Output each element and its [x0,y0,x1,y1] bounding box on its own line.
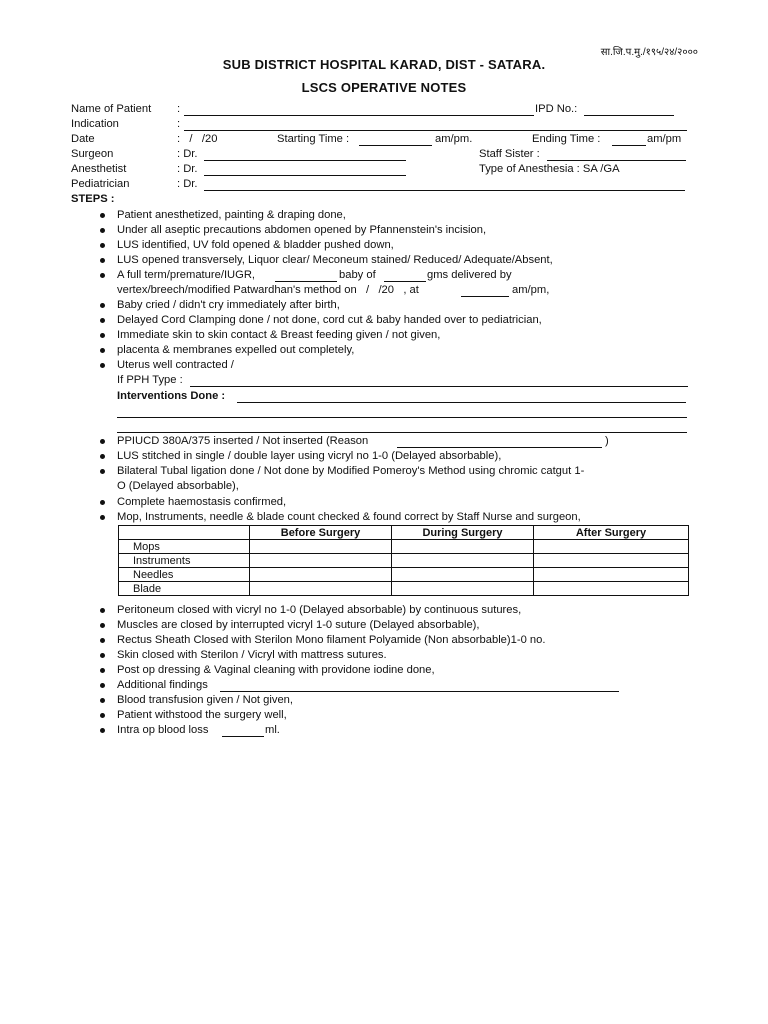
form-code: सा.जि.प.मु./१९५/२४/२००० [600,47,698,58]
indication-label: Indication [71,118,119,130]
table-row [119,582,689,596]
count-table [118,525,689,596]
table-cell[interactable] [250,582,392,596]
table-cell[interactable] [534,540,689,554]
bullet-icon [100,318,105,323]
blood-loss-unit: ml. [265,724,280,736]
delivered-by-text: gms delivered by [427,269,512,281]
table-row [119,554,689,568]
ending-am-pm: am/pm [647,133,682,145]
bullet-icon [100,213,105,218]
ending-time-field[interactable] [612,145,646,146]
bullet-icon [100,333,105,338]
bullet-icon [100,728,105,733]
bullet-icon [100,653,105,658]
additional-findings-field[interactable] [220,691,619,692]
bullet-icon [100,348,105,353]
header-cell: During Surgery [392,526,534,540]
ipd-field[interactable] [584,115,674,116]
pph-type-label: If PPH Type : [117,374,183,386]
bullet-icon [100,713,105,718]
interventions-field[interactable] [237,402,686,403]
starting-am-pm: am/pm. [435,133,473,145]
header-cell: Before Surgery [250,526,392,540]
table-cell[interactable] [250,568,392,582]
bullet-icon [100,303,105,308]
table-cell[interactable] [534,568,689,582]
starting-time-field[interactable] [359,145,432,146]
table-cell[interactable] [392,540,534,554]
anesthetist-label: Anesthetist [71,163,127,175]
table-cell[interactable] [392,554,534,568]
baby-weeks-field[interactable] [275,281,337,282]
table-cell[interactable] [392,582,534,596]
staff-sister-field[interactable] [547,160,686,161]
interventions-label: Interventions Done : [117,390,226,402]
bullet-icon [100,469,105,474]
starting-time-label: Starting Time : [277,133,350,145]
pediatrician-label: Pediatrician [71,178,130,190]
pediatrician-field[interactable] [204,190,685,191]
row-label: Needles [119,568,250,582]
indication-field[interactable] [184,130,687,131]
ending-time-label: Ending Time : [532,133,601,145]
table-cell[interactable] [534,582,689,596]
table-cell[interactable] [392,568,534,582]
row-label: Blade [119,582,250,596]
surgeon-dr: : Dr. [177,148,198,160]
bullet-icon [100,273,105,278]
blood-loss-field[interactable] [222,736,264,737]
row-label: Instruments [119,554,250,568]
name-label: Name of Patient [71,103,152,115]
bullet-icon [100,608,105,613]
header-cell: After Surgery [534,526,689,540]
delivery-time-field[interactable] [461,296,509,297]
anesthesia-type-label: Type of Anesthesia : SA /GA [479,163,620,175]
table-row [119,540,689,554]
table-row [119,568,689,582]
bullet-icon [100,698,105,703]
anesthetist-field[interactable] [204,175,406,176]
table-cell[interactable] [250,540,392,554]
staff-sister-label: Staff Sister : [479,148,540,160]
form-title: LSCS OPERATIVE NOTES [301,80,467,95]
baby-weight-field[interactable] [384,281,426,282]
name-field[interactable] [184,115,534,116]
ppiucd-reason-field[interactable] [397,447,602,448]
anesthetist-dr: : Dr. [177,163,198,175]
delivery-method-text: vertex/breech/modified Patwardhan's method on / /20 , at [117,284,419,296]
bullet-icon [100,228,105,233]
name-colon: : [177,103,181,115]
bullet-icon [100,439,105,444]
bullet-icon [100,258,105,263]
header-cell [119,526,250,540]
table-cell[interactable] [534,554,689,568]
interventions-field-line-2[interactable] [117,417,687,418]
bullet-icon [100,500,105,505]
hospital-name: SUB DISTRICT HOSPITAL KARAD, DIST - SATARA. [222,57,546,72]
delivery-am-pm: am/pm, [512,284,550,296]
pph-type-field[interactable] [190,386,688,387]
baby-of-text: baby of [339,269,376,281]
table-cell[interactable] [250,554,392,568]
date-label: Date [71,133,95,145]
surgeon-field[interactable] [204,160,406,161]
date-field[interactable]: : / /20 [177,133,218,145]
bullet-icon [100,363,105,368]
bullet-icon [100,683,105,688]
bullet-icon [100,638,105,643]
ppiucd-close-paren: ) [605,435,609,447]
bullet-icon [100,623,105,628]
pediatrician-dr: : Dr. [177,178,198,190]
bullet-icon [100,454,105,459]
row-label: Mops [119,540,250,554]
surgeon-label: Surgeon [71,148,114,160]
tubal-ligation-cont: O (Delayed absorbable), [117,480,239,492]
ipd-label: IPD No.: [535,103,578,115]
table-header-row [119,526,689,540]
bullet-icon [100,668,105,673]
interventions-field-line-3[interactable] [117,432,687,433]
steps-heading: STEPS : [71,193,115,205]
indication-colon: : [177,118,181,130]
bullet-icon [100,243,105,248]
bullet-icon [100,515,105,520]
